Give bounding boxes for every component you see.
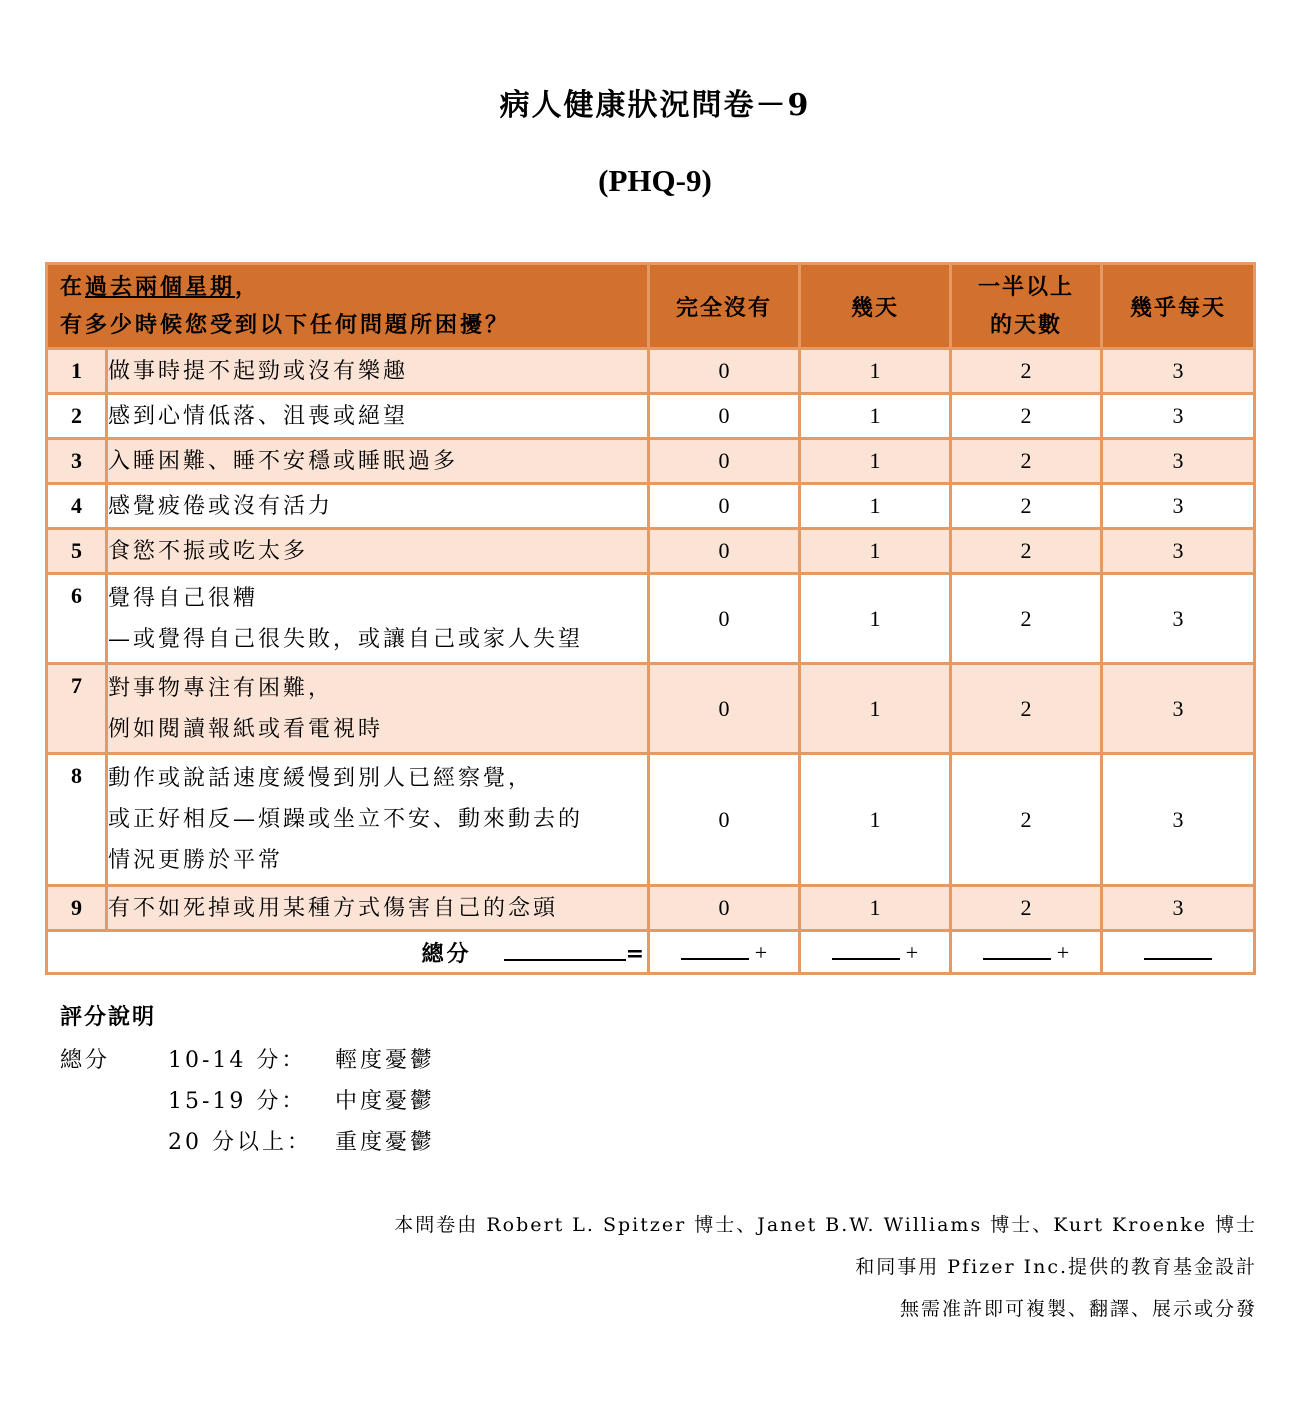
subtotal-blank-1[interactable] [681, 938, 749, 960]
col-header-several-days: 幾天 [800, 264, 951, 349]
score-option[interactable]: 1 [800, 754, 951, 886]
item-text [107, 439, 649, 484]
score-option[interactable]: 3 [1102, 439, 1255, 484]
score-option[interactable]: 1 [800, 529, 951, 574]
item-row [47, 529, 1255, 574]
col-header-more-than-half [951, 264, 1102, 349]
credit-line-1: 本問卷由 Robert L. Spitzer 博士、Janet B.W. Williams 博士、Kurt Kroenke 博士 [394, 1214, 1257, 1236]
scoring-level: 中度憂鬱 [335, 1089, 436, 1114]
score-option[interactable]: 0 [649, 394, 800, 439]
item-text-line: 感覺疲倦或沒有活力 [108, 493, 334, 519]
item-row [47, 394, 1255, 439]
scoring-heading: 評分說明 [60, 1004, 157, 1030]
score-option[interactable]: 3 [1102, 484, 1255, 529]
question-header [47, 264, 649, 349]
score-option[interactable]: 0 [649, 349, 800, 394]
question-suffix: ， [235, 274, 261, 300]
score-option[interactable]: 0 [649, 664, 800, 754]
subtotal-col1 [649, 931, 800, 974]
score-option[interactable]: 3 [1102, 349, 1255, 394]
score-option[interactable]: 0 [649, 574, 800, 664]
score-option[interactable]: 3 [1102, 394, 1255, 439]
score-option[interactable]: 2 [951, 529, 1102, 574]
item-row [47, 439, 1255, 484]
score-option[interactable]: 0 [649, 529, 800, 574]
subtotal-col3 [951, 931, 1102, 974]
score-option[interactable]: 1 [800, 664, 951, 754]
item-row [47, 754, 1255, 886]
score-option[interactable]: 2 [951, 886, 1102, 931]
scoring-range: 15-19 分： [168, 1089, 307, 1114]
score-option[interactable]: 2 [951, 349, 1102, 394]
score-option[interactable]: 2 [951, 439, 1102, 484]
plus-sign: + [754, 940, 768, 965]
col3-line2: 的天數 [990, 312, 1063, 338]
item-text [107, 574, 649, 664]
item-row [47, 886, 1255, 931]
item-row [47, 664, 1255, 754]
item-text [107, 664, 649, 754]
item-number: 5 [47, 529, 107, 574]
score-option[interactable]: 1 [800, 349, 951, 394]
col3-line1: 一半以上 [978, 274, 1075, 300]
score-option[interactable]: 3 [1102, 664, 1255, 754]
table-header-row [47, 264, 1255, 349]
scoring-range: 20 分以上： [168, 1130, 312, 1155]
scoring-level: 重度憂鬱 [335, 1130, 436, 1155]
credit-line-3: 無需准許即可複製、翻譯、展示或分發 [899, 1298, 1257, 1320]
item-text [107, 754, 649, 886]
score-option[interactable]: 3 [1102, 529, 1255, 574]
credit-line-2: 和同事用 Pfizer Inc.提供的教育基金設計 [855, 1256, 1257, 1278]
item-text-line: 食慾不振或吃太多 [108, 538, 309, 564]
subtotal-col4 [1102, 931, 1255, 974]
score-option[interactable]: 0 [649, 754, 800, 886]
score-option[interactable]: 0 [649, 439, 800, 484]
plus-sign: + [905, 940, 919, 965]
score-option[interactable]: 3 [1102, 886, 1255, 931]
scoring-level: 輕度憂鬱 [335, 1048, 436, 1073]
score-option[interactable]: 1 [800, 574, 951, 664]
item-text-line: 或正好相反—煩躁或坐立不安、動來動去的 [108, 807, 584, 832]
score-option[interactable]: 2 [951, 484, 1102, 529]
item-number: 6 [47, 574, 107, 664]
item-text-line: 有不如死掉或用某種方式傷害自己的念頭 [108, 895, 559, 921]
item-number: 1 [47, 349, 107, 394]
item-text-line: 對事物專注有困難， [108, 675, 334, 701]
item-text-line: 感到心情低落、沮喪或絕望 [108, 403, 409, 429]
score-option[interactable]: 0 [649, 886, 800, 931]
col-header-not-at-all: 完全沒有 [649, 264, 800, 349]
item-text [107, 394, 649, 439]
scoring-section [60, 1000, 156, 1031]
score-option[interactable]: 1 [800, 886, 951, 931]
score-option[interactable]: 1 [800, 394, 951, 439]
page-title: 病人健康狀況問卷－9 [499, 88, 811, 123]
item-number: 9 [47, 886, 107, 931]
item-text-line: 例如閱讀報紙或看電視時 [108, 716, 384, 742]
item-text-line: 入睡困難、睡不安穩或睡眠過多 [108, 448, 459, 474]
item-text [107, 529, 649, 574]
item-text-line: 做事時提不起勁或沒有樂趣 [108, 358, 409, 384]
score-option[interactable]: 3 [1102, 574, 1255, 664]
total-blank[interactable] [504, 939, 626, 961]
item-text-line: —或覺得自己很失敗，或讓自己或家人失望 [108, 626, 584, 652]
score-option[interactable]: 1 [800, 439, 951, 484]
plus-sign: + [1056, 940, 1070, 965]
item-text [107, 484, 649, 529]
score-option[interactable]: 2 [951, 664, 1102, 754]
score-option[interactable]: 2 [951, 574, 1102, 664]
question-line2: 有多少時候您受到以下任何問題所困擾？ [60, 312, 511, 338]
item-text-line: 覺得自己很糟 [108, 585, 259, 611]
item-text-line: 情況更勝於平常 [108, 848, 284, 873]
score-option[interactable]: 0 [649, 484, 800, 529]
item-number: 4 [47, 484, 107, 529]
subtotal-col2 [800, 931, 951, 974]
total-label: 總分 [421, 940, 472, 967]
scoring-total-label: 總分 [60, 1048, 111, 1073]
total-label-cell [47, 931, 649, 974]
question-underlined: 過去兩個星期 [85, 274, 236, 300]
subtotal-blank-3[interactable] [983, 938, 1051, 960]
score-option[interactable]: 2 [951, 394, 1102, 439]
item-text-line: 動作或說話速度緩慢到別人已經察覺， [108, 766, 534, 791]
item-row [47, 349, 1255, 394]
scoring-range: 10-14 分： [168, 1048, 307, 1073]
item-text [107, 886, 649, 931]
score-option[interactable]: 1 [800, 484, 951, 529]
item-row [47, 484, 1255, 529]
item-number: 2 [47, 394, 107, 439]
score-option[interactable]: 2 [951, 754, 1102, 886]
page-subtitle: (PHQ-9) [598, 163, 712, 198]
item-number: 8 [47, 754, 107, 886]
question-prefix: 在 [60, 274, 86, 300]
score-option[interactable]: 3 [1102, 754, 1255, 886]
equals-sign: = [625, 940, 648, 967]
item-row [47, 574, 1255, 664]
item-text [107, 349, 649, 394]
item-number: 3 [47, 439, 107, 484]
subtotal-blank-2[interactable] [832, 938, 900, 960]
phq-table [45, 262, 1256, 975]
col-header-nearly-every-day: 幾乎每天 [1102, 264, 1255, 349]
item-number: 7 [47, 664, 107, 754]
total-row [47, 931, 1255, 974]
subtotal-blank-4[interactable] [1144, 938, 1212, 960]
